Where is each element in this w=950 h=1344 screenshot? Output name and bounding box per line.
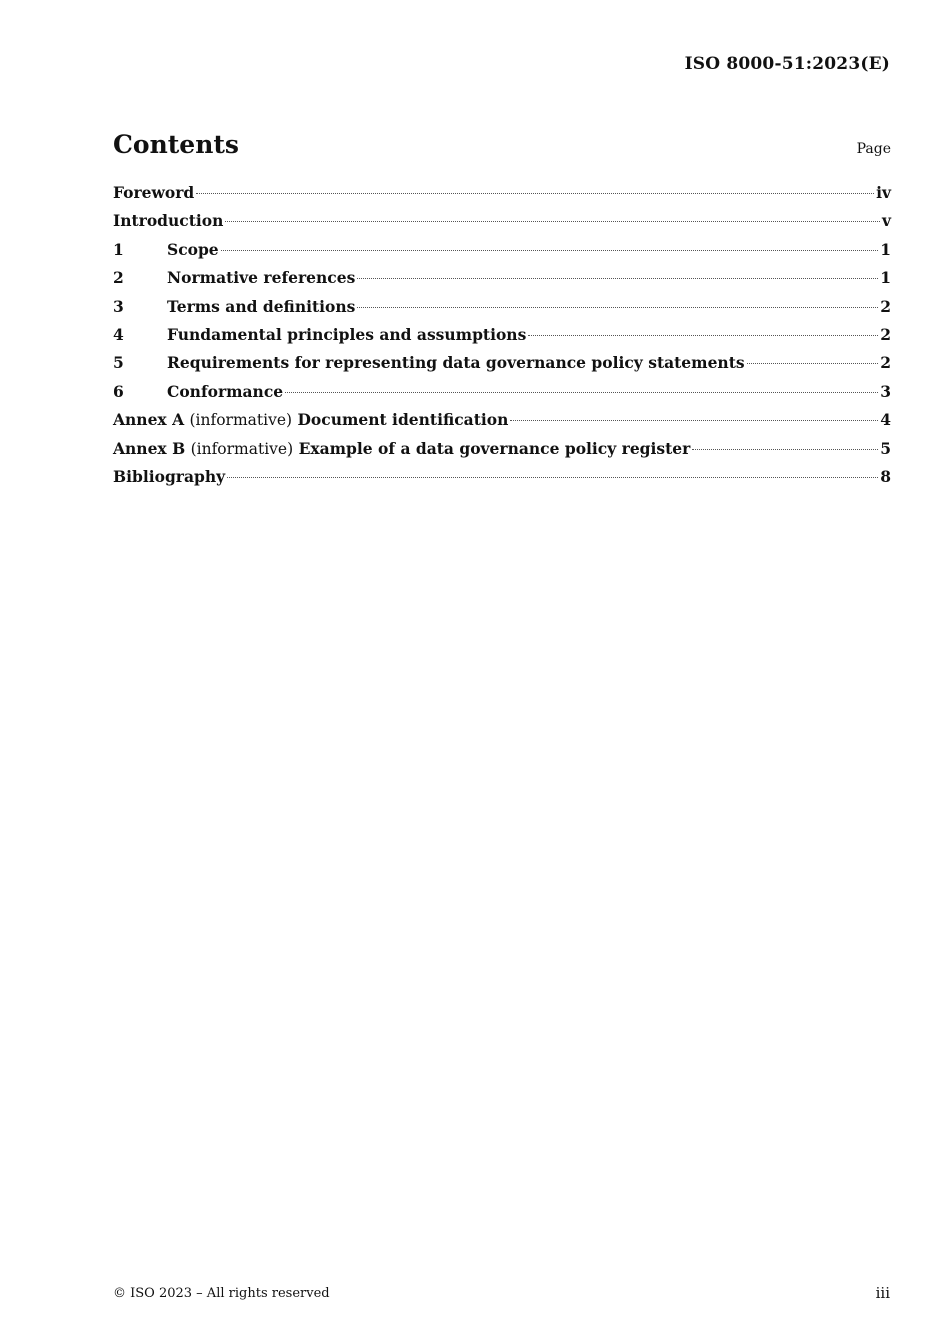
toc-leader-dots [196,193,874,194]
toc-entry-page: 1 [880,239,891,259]
toc-entry-number: 1 [113,239,124,259]
toc-leader-dots [357,278,878,279]
toc-entry-page: 4 [880,410,891,430]
document-id: ISO 8000-51:2023(E) [684,54,890,74]
toc-entry-page: v [881,211,891,231]
toc-entry-page: 2 [880,324,891,344]
toc-entry-number: 4 [113,324,124,344]
toc-entry-label: Bibliography [113,466,226,486]
toc-entry-page: 3 [880,381,891,401]
contents-title: Contents [113,130,240,159]
toc-entry-label: Requirements for representing data governance policy statements [167,353,745,373]
toc-entry-number: 6 [113,381,124,401]
toc-entry-introduction[interactable] [113,211,891,239]
toc-entry-page: 5 [880,438,891,458]
toc-leader-dots [528,335,878,336]
toc-entry-annex [113,439,690,458]
toc-leader-dots [225,221,880,222]
toc-entry-annex-b[interactable] [113,439,891,467]
toc-entry-label: Introduction [113,211,224,231]
copyright-notice: © ISO 2023 – All rights reserved [113,1286,330,1301]
contents-header [113,130,891,159]
toc-entry-page: 2 [880,296,891,316]
toc-entry-label: Conformance [167,381,284,401]
toc-entry-scope[interactable] [113,240,891,268]
toc-entry-label: Normative references [167,268,356,288]
toc-entry-requirements[interactable] [113,353,891,381]
toc-entry-label: Foreword [113,183,195,202]
toc-leader-dots [747,363,879,364]
toc-entry-label: Scope [167,239,219,259]
toc-entry-bibliography[interactable] [113,467,891,495]
toc-leader-dots [692,449,878,450]
toc-leader-dots [510,420,878,421]
toc-entry-number: 2 [113,268,124,288]
page-number: iii [875,1284,890,1302]
toc-entry-page: iv [876,183,891,202]
annex-qualifier: (informative) [190,439,294,458]
annex-title: Document identification [297,410,509,430]
toc-entry-page: 1 [880,268,891,288]
toc-entry-foreword[interactable] [113,183,891,211]
annex-label: Annex B [113,438,186,458]
page-column-label: Page [856,141,891,157]
annex-qualifier: (informative) [189,411,293,430]
toc-entry-annex-a[interactable] [113,410,891,438]
toc-entry-normative-references[interactable] [113,268,891,296]
table-of-contents [113,183,891,495]
toc-entry-conformance[interactable] [113,382,891,410]
toc-entry-fundamental-principles[interactable] [113,325,891,353]
toc-entry-page: 8 [880,466,891,486]
annex-title: Example of a data governance policy register [298,438,691,458]
toc-entry-label: Fundamental principles and assumptions [167,324,527,344]
toc-entry-number: 3 [113,296,124,316]
toc-entry-terms-and-definitions[interactable] [113,297,891,325]
annex-label: Annex A [113,410,185,430]
toc-entry-annex [113,410,508,429]
toc-leader-dots [227,477,878,478]
toc-leader-dots [357,307,878,308]
toc-leader-dots [221,250,879,251]
toc-entry-page: 2 [880,353,891,373]
toc-leader-dots [285,392,878,393]
toc-entry-label: Terms and definitions [167,296,356,316]
toc-entry-number: 5 [113,353,124,373]
